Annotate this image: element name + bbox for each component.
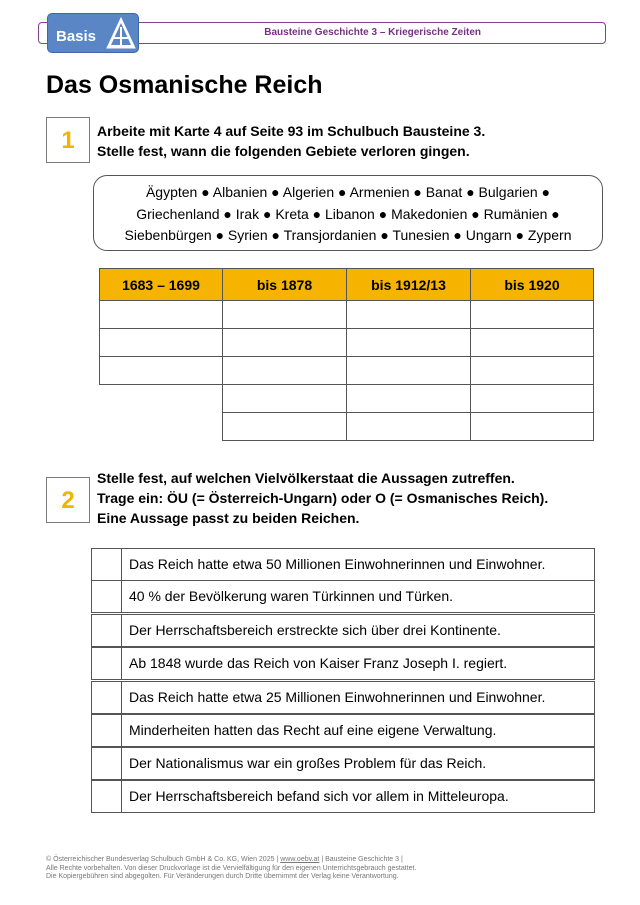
answer-box[interactable]: [91, 681, 122, 714]
answer-cell[interactable]: [222, 300, 347, 329]
answer-cell[interactable]: [222, 384, 347, 413]
footer-series: | Bausteine Geschichte 3 |: [319, 856, 403, 863]
answer-cell[interactable]: [346, 412, 471, 441]
statement-row: [91, 714, 595, 747]
publisher-link[interactable]: www.oebv.at: [280, 856, 320, 863]
word-line: Ägypten ● Albanien ● Algerien ● Armenien ● Banat ● Bulgarien ●: [145, 184, 551, 200]
statement-row: [91, 681, 595, 714]
task-2-line: Eine Aussage passt zu beiden Reichen.: [97, 510, 360, 526]
column-header-1683-1699: 1683 – 1699: [99, 268, 223, 301]
task-2-instructions: [97, 468, 548, 528]
statement-text: Ab 1848 wurde das Reich von Kaiser Franz Joseph I. regiert.: [121, 647, 595, 680]
answer-cell[interactable]: [99, 356, 223, 385]
task-2-number: 2: [46, 477, 90, 523]
answer-cell[interactable]: [470, 412, 594, 441]
task-1-instructions: [97, 121, 485, 161]
word-line: Siebenbürgen ● Syrien ● Transjordanien ● Tunesien ● Ungarn ● Zypern: [124, 227, 572, 243]
answer-cell[interactable]: [99, 300, 223, 329]
footer-copyright: © Österreichischer Bundesverlag Schulbuch GmbH & Co. KG, Wien 2025 |: [46, 856, 281, 863]
answer-cell[interactable]: [346, 328, 471, 357]
task-1-line: Stelle fest, wann die folgenden Gebiete verloren gingen.: [97, 143, 470, 159]
statement-row: [91, 647, 595, 680]
column-header-bis-1878: bis 1878: [222, 268, 347, 301]
statement-row: [91, 780, 595, 813]
task-1-number: 1: [46, 117, 90, 163]
answer-box[interactable]: [91, 614, 122, 647]
triangle-logo-icon: [106, 17, 136, 51]
column-header-bis-1920: bis 1920: [470, 268, 594, 301]
basis-badge: [47, 13, 139, 53]
answer-box[interactable]: [91, 647, 122, 680]
copyright-footer: [46, 856, 416, 882]
footer-line: [46, 856, 416, 865]
answer-cell[interactable]: [346, 300, 471, 329]
answer-cell[interactable]: [222, 328, 347, 357]
statement-text: Der Herrschaftsbereich erstreckte sich über drei Kontinente.: [121, 614, 595, 647]
footer-line: Alle Rechte vorbehalten. Von dieser Druckvorlage ist die Vervielfältigung für den eigenen Unterrichtsgebrauch gestattet.: [46, 864, 417, 872]
page-title: Das Osmanische Reich: [46, 71, 323, 99]
answer-cell[interactable]: [346, 356, 471, 385]
answer-box[interactable]: [91, 714, 122, 747]
series-title: Bausteine Geschichte 3 – Kriegerische Zeiten: [264, 27, 481, 38]
footer-line: Die Kopiergebühren sind abgegolten. Für Veränderungen durch Dritte übernimmt der Verlag keine Verantwortung.: [46, 873, 399, 880]
statement-text: Der Herrschaftsbereich befand sich vor allem in Mitteleuropa.: [121, 780, 595, 813]
basis-label: Basis: [56, 28, 97, 45]
task-2-line: Trage ein: ÖU (= Österreich-Ungarn) oder O (= Osmanisches Reich).: [97, 490, 549, 506]
statement-row: [91, 580, 595, 613]
territory-word-box: [93, 175, 603, 251]
answer-cell[interactable]: [222, 356, 347, 385]
answer-cell[interactable]: [470, 300, 594, 329]
answer-box[interactable]: [91, 747, 122, 780]
statement-text: Das Reich hatte etwa 50 Millionen Einwohnerinnen und Einwohner.: [121, 548, 595, 581]
answer-box[interactable]: [91, 548, 122, 581]
statement-text: Der Nationalismus war ein großes Problem für das Reich.: [121, 747, 595, 780]
answer-cell[interactable]: [346, 384, 471, 413]
statement-text: Minderheiten hatten das Recht auf eine eigene Verwaltung.: [121, 714, 595, 747]
answer-box[interactable]: [91, 580, 122, 613]
task-2-line: Stelle fest, auf welchen Vielvölkerstaat die Aussagen zutreffen.: [97, 470, 515, 486]
statement-row: [91, 747, 595, 780]
statement-row: [91, 548, 595, 581]
word-line: Griechenland ● Irak ● Kreta ● Libanon ● Makedonien ● Rumänien ●: [136, 205, 560, 222]
task-1-line: Arbeite mit Karte 4 auf Seite 93 im Schulbuch Bausteine 3.: [97, 123, 486, 139]
statement-text: 40 % der Bevölkerung waren Türkinnen und Türken.: [121, 580, 595, 613]
statement-row: [91, 614, 595, 647]
answer-box[interactable]: [91, 780, 122, 813]
answer-cell[interactable]: [222, 412, 347, 441]
answer-cell[interactable]: [470, 328, 594, 357]
answer-cell[interactable]: [99, 328, 223, 357]
statement-text: Das Reich hatte etwa 25 Millionen Einwohnerinnen und Einwohner.: [121, 681, 595, 714]
answer-cell[interactable]: [470, 384, 594, 413]
column-header-bis-1912-13: bis 1912/13: [346, 268, 471, 301]
answer-cell[interactable]: [470, 356, 594, 385]
